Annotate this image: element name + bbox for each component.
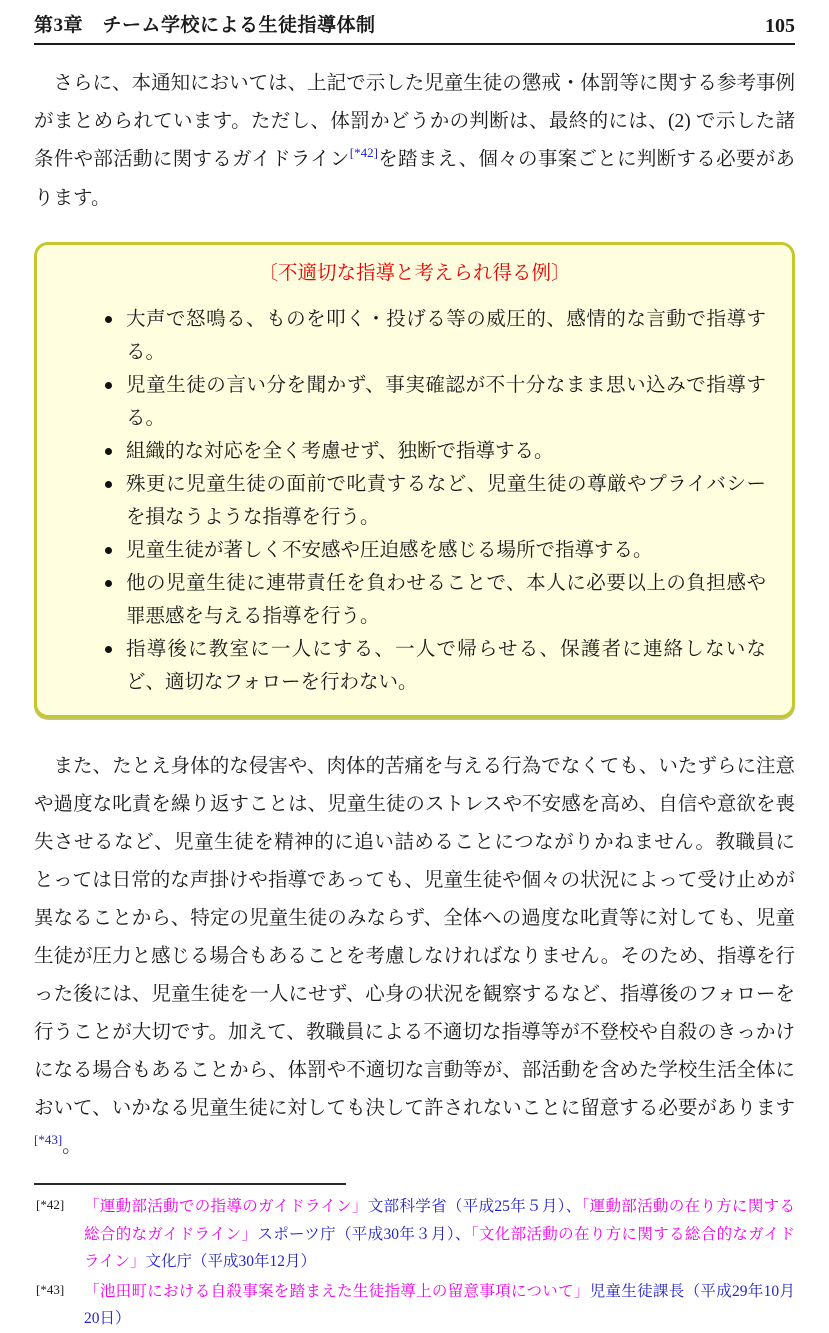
- bullet-icon: [105, 547, 112, 554]
- footnote-source-link[interactable]: 文化庁（平成30年12月）: [145, 1253, 317, 1270]
- box-bullet-list: [63, 303, 766, 699]
- bullet-text: 殊更に児童生徒の面前で叱責するなど、児童生徒の尊厳やプライバシーを損なうような指導を行う。: [126, 474, 766, 528]
- bullet-text: 組織的な対応を全く考慮せず、独断で指導する。: [126, 441, 554, 462]
- footnote-source-link[interactable]: スポーツ庁（平成30年３月）、: [257, 1225, 471, 1243]
- inappropriate-guidance-box: [34, 242, 795, 718]
- bullet-icon: [105, 382, 112, 389]
- footnote-source-link[interactable]: 児童生徒課長（平成29年10月20日）: [84, 1282, 795, 1327]
- bullet-text: 大声で怒鳴る、ものを叩く・投げる等の威圧的、感情的な言動で指導する。: [126, 309, 766, 363]
- page-number: 105: [765, 15, 795, 37]
- paragraph-1: [34, 65, 795, 218]
- bullet-text: 児童生徒の言い分を聞かず、事実確認が不十分なまま思い込みで指導する。: [126, 375, 766, 429]
- footnote-title-link[interactable]: 「文化部活動の在り方に関する総合的なガイドライン」: [84, 1225, 795, 1270]
- paragraph-2-text: また、たとえ身体的な侵害や、肉体的苦痛を与える行為でなくても、いたずらに注意や過度な叱責を繰り返すことは、児童生徒のストレスや不安感を高め、自信や意欲を喪失させるなど、児童生徒を精神的に追い詰めることにつながりかねません。教職員にとっては日常的な声掛けや指導であっても、児童生徒や個々の状況によって受け止めが異なることから、特定の児童生徒のみならず、全体への過度な叱責等に対しても、児童生徒が圧力と感じる場合もあることを考慮しなければなりません。そのため、指導を行った後には、児童生徒を一人にせず、心身の状況を観察するなど、指導後のフォローを行うことが大切です。加えて、教職員による不適切な指導等が不登校や自殺のきっかけになる場合もあることから、体罰や不適切な言動等が、部活動を含めた学校生活全体において、いかなる児童生徒に対しても決して許されないことに留意する必要があります: [34, 756, 795, 1119]
- footnote-title-link[interactable]: 「池田町における自殺事案を踏まえた生徒指導上の留意事項について」: [84, 1282, 590, 1300]
- paragraph-2-text-after: 。: [62, 1136, 82, 1157]
- list-item: [103, 534, 766, 567]
- bullet-icon: [105, 481, 112, 488]
- footnote-marker: [*42]: [36, 1197, 65, 1212]
- list-item: [103, 567, 766, 633]
- footnote-42: [34, 1193, 795, 1276]
- footnote-separator: [34, 1183, 346, 1185]
- bullet-icon: [105, 580, 112, 587]
- list-item: [103, 633, 766, 699]
- paragraph-1-text: さらに、本通知においては、上記で示した児童生徒の懲戒・体罰等に関する参考事例がまとめられています。ただし、体罰かどうかの判断は、最終的には、(2) で示した諸条件や部活動に関するガイドライン: [34, 73, 795, 170]
- footnote-title-link[interactable]: 「運動部活動の在り方に関する総合的なガイドライン」: [84, 1198, 795, 1243]
- list-item: [103, 435, 766, 468]
- bullet-text: 他の児童生徒に連帯責任を負わせることで、本人に必要以上の負担感や罪悪感を与える指導を行う。: [126, 573, 766, 627]
- page-header: [34, 0, 795, 45]
- footnote-43: [34, 1278, 795, 1333]
- paragraph-1-text-after: を踏まえ、個々の事案ごとに判断する必要があります。: [34, 149, 795, 209]
- footnote-marker: [*43]: [36, 1281, 65, 1297]
- footnote-source-link[interactable]: 文部科学省（平成25年５月）、: [367, 1198, 582, 1215]
- list-item: [103, 369, 766, 435]
- box-title: 〔不適切な指導と考えられ得る例〕: [258, 263, 571, 284]
- bullet-icon: [105, 646, 112, 653]
- list-item: [103, 303, 766, 369]
- chapter-title: 第3章 チーム学校による生徒指導体制: [34, 15, 376, 36]
- bullet-icon: [105, 316, 112, 323]
- list-item: [103, 468, 766, 534]
- bullet-text: 指導後に教室に一人にする、一人で帰らせる、保護者に連絡しないなど、適切なフォローを行わない。: [126, 639, 766, 693]
- footnote-ref-42-link[interactable]: [*42]: [349, 145, 378, 160]
- bullet-icon: [105, 448, 112, 455]
- footnote-ref-43-link[interactable]: [*43]: [34, 1132, 63, 1147]
- footnote-area: [34, 1193, 795, 1333]
- paragraph-2: [34, 748, 795, 1167]
- bullet-text: 児童生徒が著しく不安感や圧迫感を感じる場所で指導する。: [126, 540, 653, 561]
- footnote-title-link[interactable]: 「運動部活動での指導のガイドライン」: [84, 1198, 368, 1215]
